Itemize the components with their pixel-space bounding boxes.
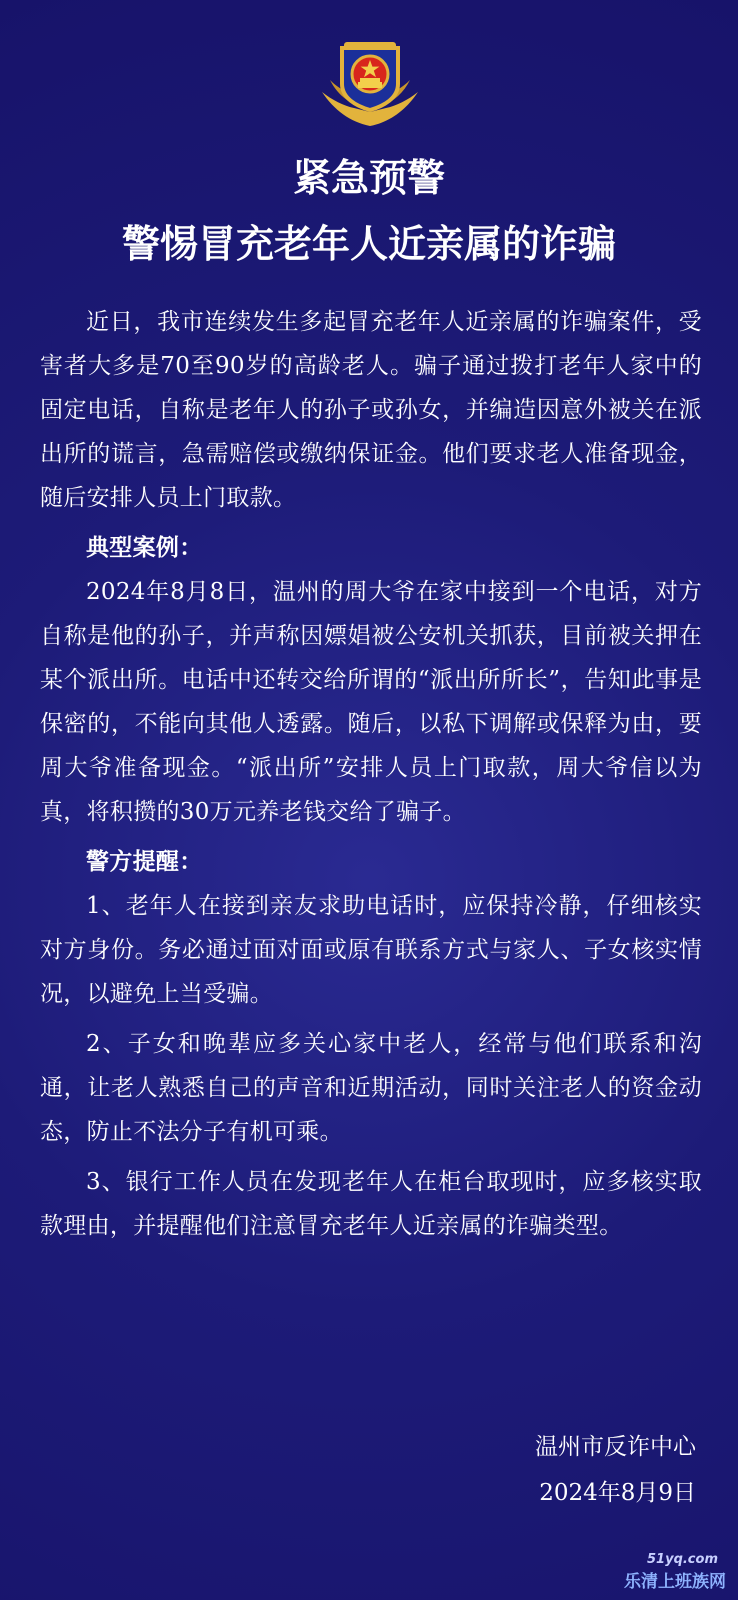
case-paragraph: 2024年8月8日，温州的周大爷在家中接到一个电话，对方自称是他的孙子，并声称因嫖娼被公安机关抓获，目前被关押在某个派出所。电话中还转交给所谓的“派出所所长”，告知此事是保密的，不能向其他人透露。随后，以私下调解或保释为由，要周大爷准备现金。“派出所”安排人员上门取款，周大爷信以为真，将积攒的30万元养老钱交给了骗子。 — [40, 579, 702, 825]
tip-item-3: 3、银行工作人员在发现老年人在柜台取现时，应多核实取款理由，并提醒他们注意冒充老年人近亲属的诈骗类型。 — [40, 1169, 702, 1239]
signature-block — [535, 1424, 696, 1516]
watermark-logo: 51yq.com — [647, 1552, 718, 1567]
tips-heading: 警方提醒： — [86, 849, 203, 875]
organization-name: 温州市反诈中心 — [535, 1434, 696, 1460]
title-block — [0, 156, 738, 266]
page-title: 紧急预警 — [292, 156, 445, 200]
watermark-site-name: 乐清上班族网 — [624, 1572, 726, 1592]
case-heading: 典型案例： — [86, 535, 203, 561]
tip-item-2: 2、子女和晚辈应多关心家中老人，经常与他们联系和沟通，让老人熟悉自己的声音和近期活动，同时关注老人的资金动态，防止不法分子有机可乘。 — [40, 1031, 702, 1145]
police-emblem-icon — [316, 40, 424, 130]
publish-date: 2024年8月9日 — [539, 1480, 696, 1506]
article-body — [40, 300, 702, 1248]
tip-item-1: 1、老年人在接到亲友求助电话时，应保持冷静，仔细核实对方身份。务必通过面对面或原有联系方式与家人、子女核实情况，以避免上当受骗。 — [40, 893, 702, 1007]
page-subtitle: 警惕冒充老年人近亲属的诈骗 — [121, 222, 616, 266]
watermark — [624, 1548, 726, 1592]
intro-paragraph: 近日，我市连续发生多起冒充老年人近亲属的诈骗案件，受害者大多是70至90岁的高龄老人。骗子通过拨打老年人家中的固定电话，自称是老年人的孙子或孙女，并编造因意外被关在派出所的谎言，急需赔偿或缴纳保证金。他们要求老人准备现金，随后安排人员上门取款。 — [40, 309, 702, 511]
